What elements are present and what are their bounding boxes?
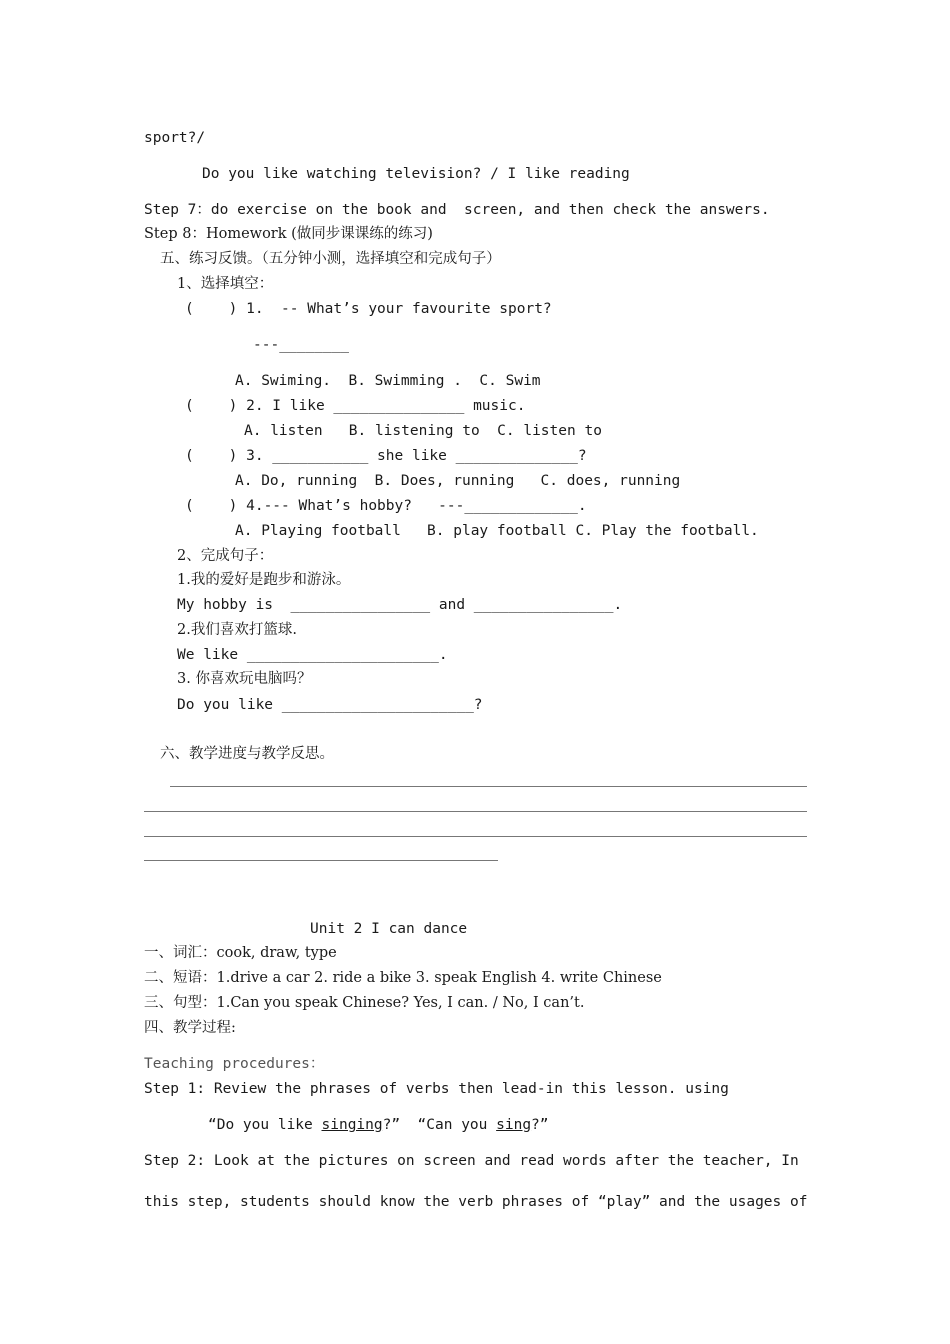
example-b-underlined: sing bbox=[496, 1117, 532, 1133]
reflection-line-1 bbox=[170, 786, 807, 787]
unit-title: Unit 2 I can dance bbox=[310, 921, 468, 937]
vocabulary: 一、词汇：cook, draw, type bbox=[144, 945, 337, 961]
example-a-post: ?” bbox=[382, 1117, 401, 1133]
question-3-options: A. Do, running B. Does, running C. does, running bbox=[235, 473, 681, 489]
example-questions bbox=[208, 1115, 549, 1135]
step-1: Step 1: Review the phrases of verbs then lead-in this lesson. using bbox=[144, 1081, 729, 1097]
step-2-line-1: Step 2: Look at the pictures on screen and read words after the teacher, In bbox=[144, 1153, 799, 1169]
sentence-1-zh: 1.我的爱好是跑步和游泳。 bbox=[177, 572, 351, 588]
question-1-options: A. Swiming. B. Swimming . C. Swim bbox=[235, 373, 541, 389]
complete-heading: 2、完成句子： bbox=[177, 548, 274, 564]
step-2-line-2: this step, students should know the verb phrases of “play” and the usages of bbox=[144, 1194, 808, 1210]
sentence-2-en: We like ______________________. bbox=[177, 647, 448, 663]
example-b-pre: “Can you bbox=[417, 1117, 497, 1133]
sentence-patterns: 三、句型：1.Can you speak Chinese? Yes, I can. / No, I can’t. bbox=[144, 995, 585, 1011]
question-3: ( ) 3. ___________ she like ______________? bbox=[185, 448, 587, 464]
question-2-options: A. listen B. listening to C. listen to bbox=[244, 423, 602, 439]
reflection-line-3 bbox=[144, 836, 807, 837]
sentence-3-en: Do you like ______________________? bbox=[177, 697, 483, 713]
step-7: Step 7：do exercise on the book and screen, and then check the answers. bbox=[144, 202, 770, 218]
question-4-options: A. Playing football B. play football C. Play the football. bbox=[235, 523, 759, 539]
sentence-2-zh: 2.我们喜欢打篮球. bbox=[177, 622, 297, 638]
step-8: Step 8：Homework (做同步课课练的练习) bbox=[144, 226, 433, 242]
line-do-you-like: Do you like watching television? / I like reading bbox=[202, 166, 630, 182]
phrases: 二、短语：1.drive a car 2. ride a bike 3. speak English 4. write Chinese bbox=[144, 970, 662, 986]
example-a-pre: “Do you like bbox=[208, 1117, 322, 1133]
choice-heading: 1、选择填空： bbox=[177, 276, 274, 292]
line-sport: sport?/ bbox=[144, 130, 206, 146]
question-2: ( ) 2. I like _______________ music. bbox=[185, 398, 526, 414]
question-1-blank: ---________ bbox=[253, 337, 350, 353]
reflection-line-4 bbox=[144, 860, 498, 861]
question-1: ( ) 1. -- What’s your favourite sport? bbox=[185, 301, 552, 317]
example-b-post: ?” bbox=[531, 1117, 549, 1133]
teaching-procedures: Teaching procedures： bbox=[144, 1056, 325, 1072]
question-4: ( ) 4.--- What’s hobby? ---_____________. bbox=[185, 498, 587, 514]
procedure-heading: 四、教学过程: bbox=[144, 1020, 236, 1036]
sentence-1-en: My hobby is ________________ and ________________. bbox=[177, 597, 623, 613]
section-six-heading: 六、教学进度与教学反思。 bbox=[160, 746, 334, 762]
reflection-line-2 bbox=[144, 811, 807, 812]
example-a-underlined: singing bbox=[321, 1117, 383, 1133]
section-five-heading: 五、练习反馈。（五分钟小测，选择填空和完成句子） bbox=[160, 251, 501, 267]
sentence-3-zh: 3. 你喜欢玩电脑吗？ bbox=[177, 671, 312, 687]
